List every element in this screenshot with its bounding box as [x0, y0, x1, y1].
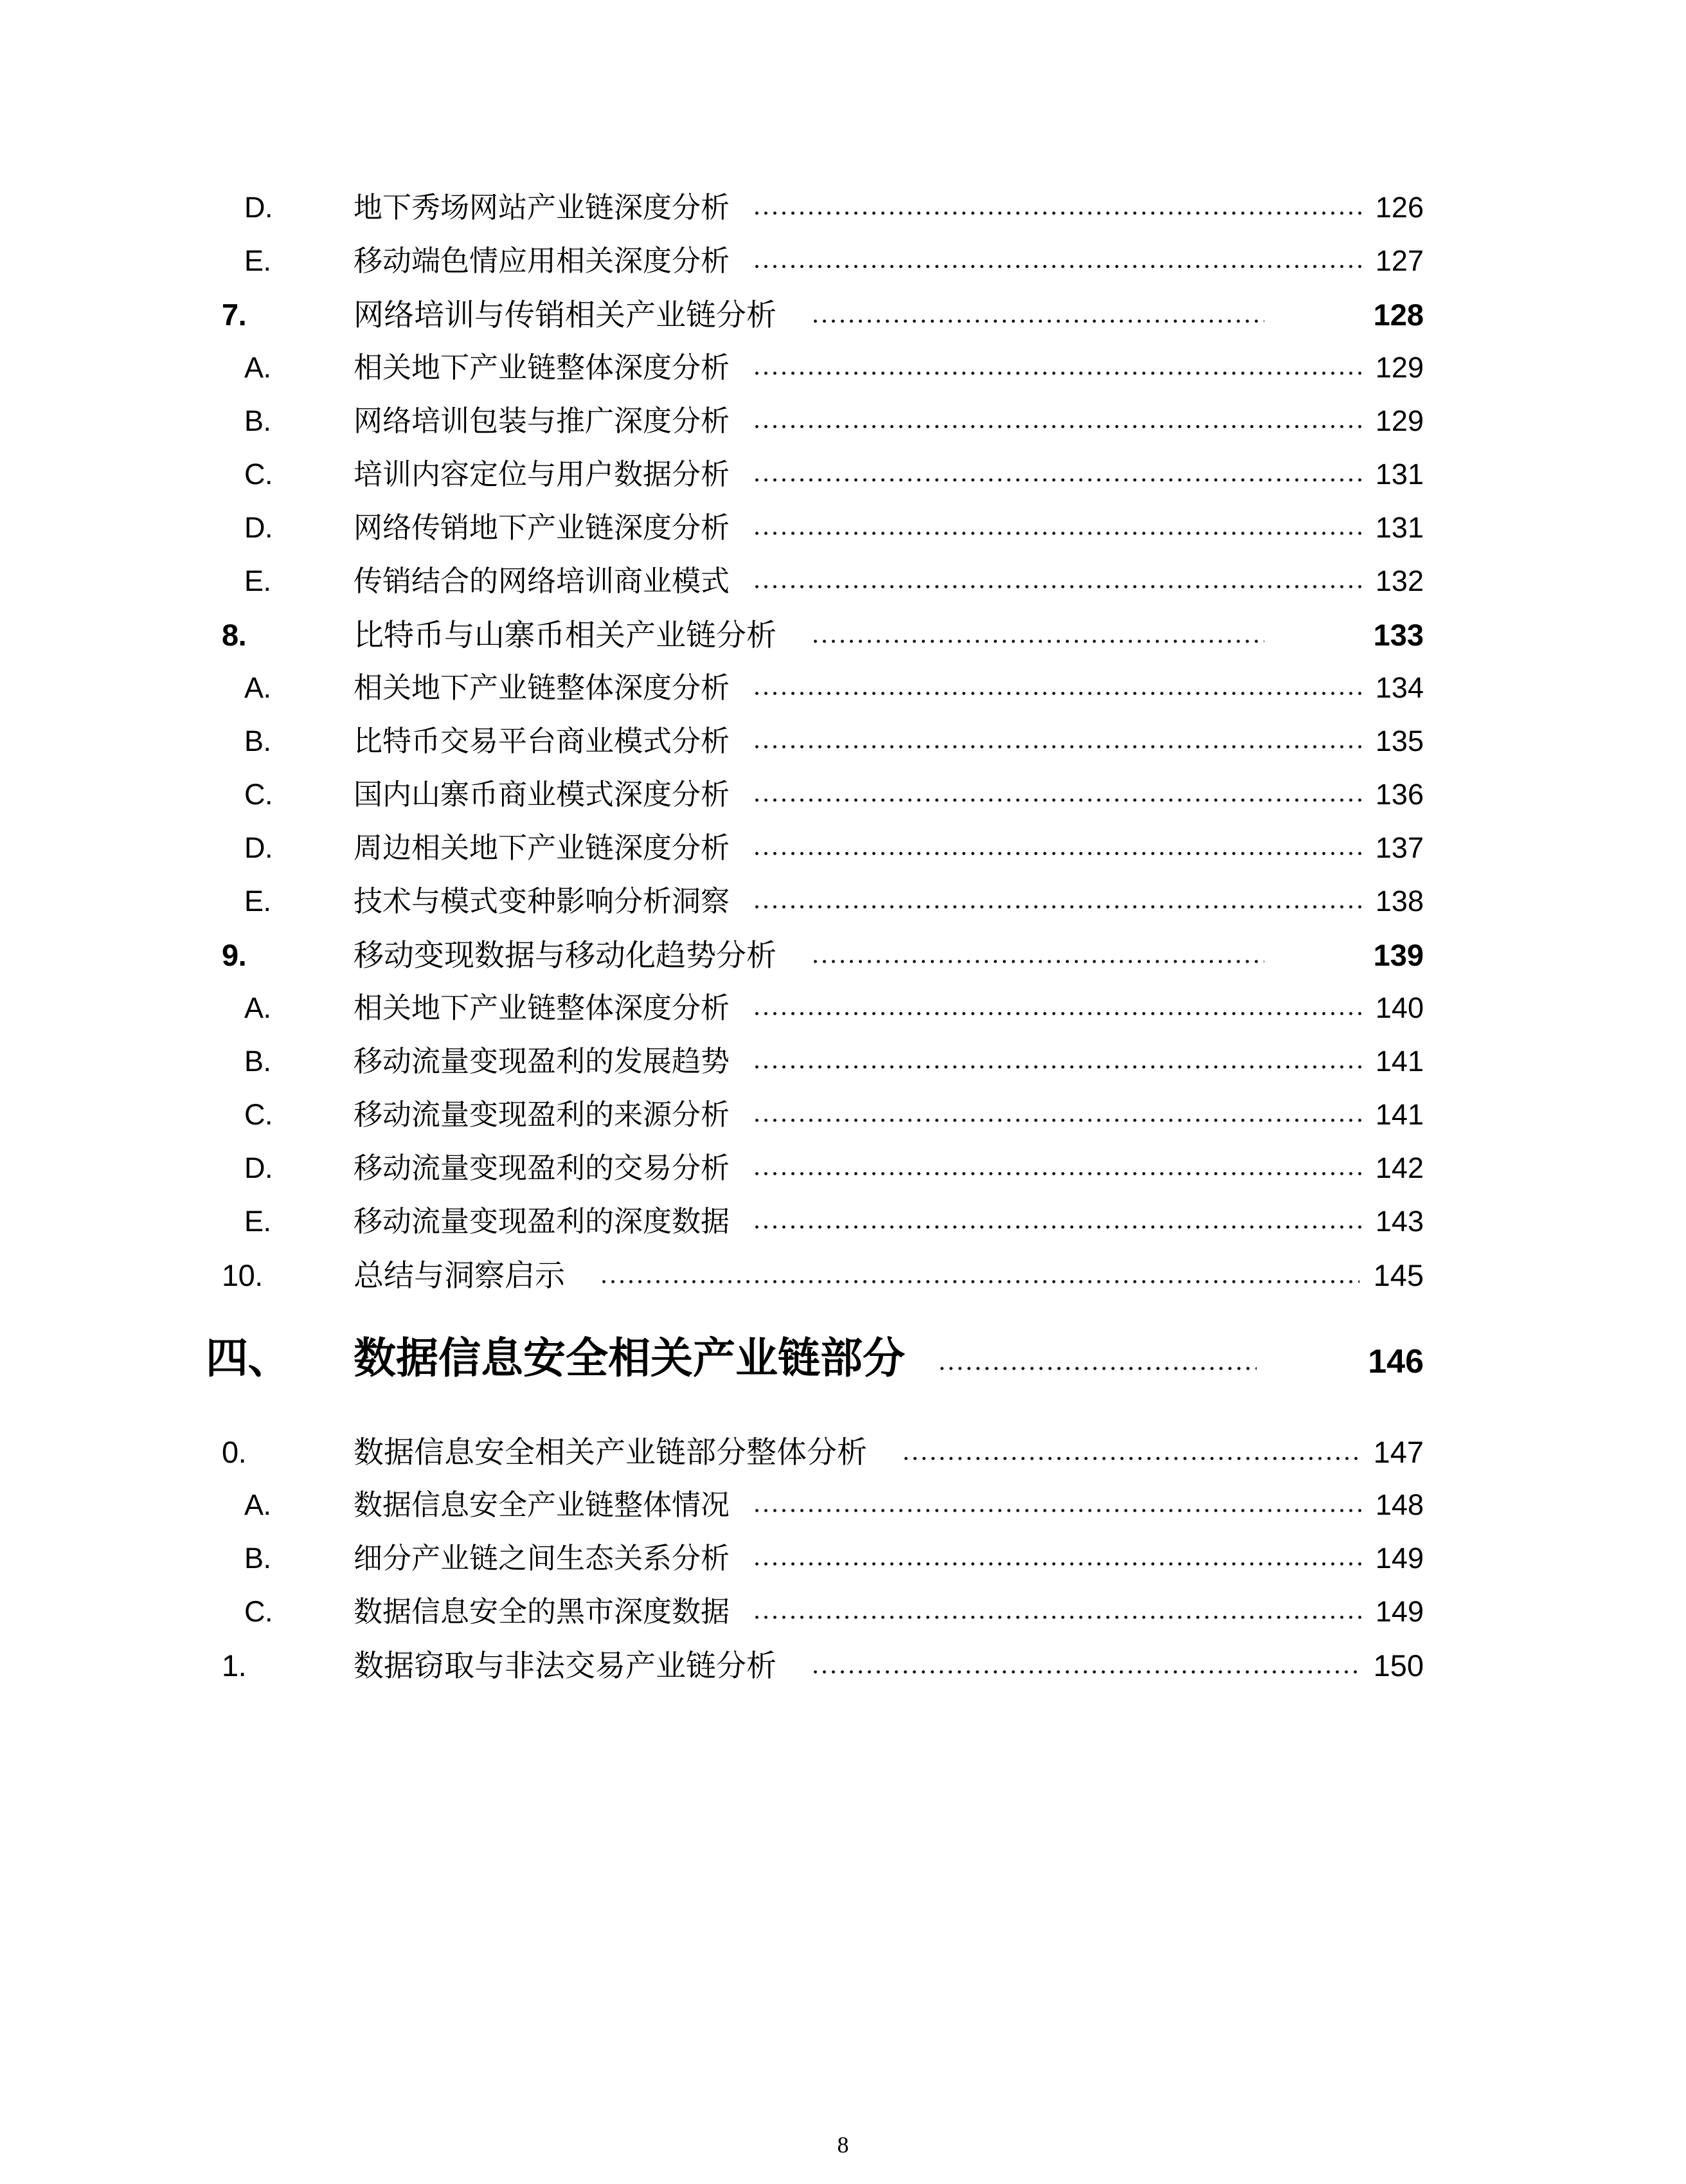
toc-entry-title: 数据信息安全产业链整体情况 — [354, 1489, 730, 1521]
toc-dot-leader — [755, 207, 1362, 217]
toc-dot-leader — [755, 741, 1362, 751]
toc-entry-title: 比特币交易平台商业模式分析 — [354, 725, 730, 757]
toc-entry-page-number: 129 — [1375, 404, 1424, 437]
toc-entry-title: 国内山寨币商业模式深度分析 — [354, 779, 730, 811]
toc-entry-page-number: 132 — [1375, 564, 1424, 597]
toc-entry[interactable] — [0, 406, 1686, 460]
toc-entry-title: 网络传销地下产业链深度分析 — [354, 512, 730, 544]
table-of-contents — [0, 193, 1686, 1704]
toc-entry-page-number: 136 — [1375, 778, 1424, 811]
toc-dot-leader — [814, 1666, 1359, 1676]
toc-entry-marker: E. — [244, 564, 271, 597]
toc-entry-title: 技术与模式变种影响分析洞察 — [354, 885, 730, 917]
toc-entry-marker: 四、 — [206, 1335, 290, 1382]
toc-entry-page-number: 150 — [1373, 1648, 1424, 1683]
toc-dot-leader — [755, 1007, 1362, 1018]
toc-entry-page-number: 131 — [1375, 511, 1424, 544]
toc-dot-leader — [755, 1558, 1362, 1568]
toc-entry[interactable] — [0, 1260, 1686, 1313]
toc-entry-marker: A. — [244, 351, 271, 384]
toc-entry-page-number: 140 — [1375, 991, 1424, 1024]
toc-entry-page-number: 127 — [1375, 244, 1424, 277]
toc-entry[interactable] — [0, 566, 1686, 620]
toc-entry-page-number: 139 — [1373, 938, 1424, 972]
toc-entry-title: 细分产业链之间生态关系分析 — [354, 1542, 730, 1575]
toc-entry-page-number: 134 — [1375, 671, 1424, 704]
toc-entry-marker: D. — [244, 191, 273, 224]
toc-entry[interactable] — [0, 300, 1686, 353]
toc-entry[interactable] — [0, 1597, 1686, 1650]
toc-entry-title: 培训内容定位与用户数据分析 — [354, 458, 730, 491]
toc-entry-page-number: 149 — [1375, 1595, 1424, 1628]
toc-entry[interactable] — [0, 193, 1686, 246]
toc-entry[interactable] — [0, 1207, 1686, 1260]
toc-dot-leader — [755, 1168, 1362, 1178]
toc-entry-title: 地下秀场网站产业链深度分析 — [354, 192, 730, 224]
toc-entry-title: 移动流量变现盈利的来源分析 — [354, 1099, 730, 1131]
toc-entry-marker: A. — [244, 671, 271, 704]
toc-entry-title: 数据信息安全的黑市深度数据 — [354, 1596, 730, 1628]
toc-entry-title: 相关地下产业链整体深度分析 — [354, 352, 730, 384]
toc-entry[interactable] — [0, 513, 1686, 566]
toc-entry-page-number: 129 — [1375, 351, 1424, 384]
toc-entry-page-number: 128 — [1373, 298, 1424, 332]
toc-entry[interactable] — [0, 673, 1686, 726]
toc-entry-title: 传销结合的网络培训商业模式 — [354, 565, 730, 597]
toc-dot-leader — [755, 527, 1362, 537]
toc-entry[interactable] — [0, 887, 1686, 940]
toc-dot-leader — [755, 1221, 1362, 1231]
toc-entry-marker: B. — [244, 404, 271, 437]
toc-entry[interactable] — [0, 780, 1686, 833]
toc-dot-leader — [755, 474, 1362, 484]
toc-dot-leader — [755, 581, 1362, 591]
toc-entry-marker: E. — [244, 1205, 271, 1238]
toc-dot-leader — [814, 315, 1264, 325]
toc-entry-title: 移动变现数据与移动化趋势分析 — [354, 939, 776, 973]
toc-dot-leader — [755, 367, 1362, 377]
toc-entry-page-number: 126 — [1375, 191, 1424, 224]
toc-entry-marker: C. — [244, 778, 273, 811]
toc-dot-leader — [755, 1114, 1362, 1124]
toc-entry-title: 数据信息安全相关产业链部分整体分析 — [354, 1436, 867, 1470]
toc-dot-leader — [755, 1611, 1362, 1621]
toc-entry[interactable] — [0, 833, 1686, 887]
toc-entry-title: 相关地下产业链整体深度分析 — [354, 992, 730, 1024]
toc-dot-leader — [755, 794, 1362, 804]
toc-entry[interactable] — [0, 246, 1686, 300]
toc-entry-marker: C. — [244, 458, 273, 491]
toc-entry-marker: 8. — [222, 618, 247, 652]
toc-dot-leader — [814, 635, 1264, 645]
toc-entry-marker: B. — [244, 1045, 271, 1078]
toc-entry-page-number: 146 — [1368, 1343, 1424, 1380]
toc-entry[interactable] — [0, 1437, 1686, 1490]
toc-entry-marker: 1. — [222, 1648, 247, 1683]
toc-entry-marker: E. — [244, 885, 271, 917]
toc-dot-leader — [755, 1504, 1362, 1515]
toc-entry-marker: C. — [244, 1098, 273, 1131]
toc-dot-leader — [755, 687, 1362, 698]
toc-entry-marker: E. — [244, 244, 271, 277]
toc-entry-marker: 0. — [222, 1435, 247, 1469]
toc-entry[interactable] — [0, 726, 1686, 780]
toc-entry-title: 移动端色情应用相关深度分析 — [354, 245, 730, 277]
toc-dot-leader — [602, 1276, 1359, 1286]
toc-entry-title: 网络培训与传销相关产业链分析 — [354, 299, 776, 332]
toc-entry-marker: C. — [244, 1595, 273, 1628]
toc-entry-title: 网络培训包装与推广深度分析 — [354, 405, 730, 437]
toc-dot-leader — [755, 847, 1362, 858]
toc-entry[interactable] — [0, 460, 1686, 513]
toc-entry[interactable] — [0, 1335, 1686, 1415]
toc-entry-marker: 7. — [222, 298, 247, 332]
toc-dot-leader — [755, 1061, 1362, 1071]
toc-entry-page-number: 141 — [1375, 1045, 1424, 1078]
toc-entry-title: 周边相关地下产业链深度分析 — [354, 832, 730, 864]
toc-entry-title: 比特币与山寨币相关产业链分析 — [354, 619, 776, 653]
toc-entry-title: 移动流量变现盈利的深度数据 — [354, 1205, 730, 1238]
toc-entry-marker: A. — [244, 991, 271, 1024]
toc-entry-page-number: 145 — [1373, 1258, 1424, 1292]
toc-entry-title: 相关地下产业链整体深度分析 — [354, 672, 730, 704]
toc-entry-page-number: 148 — [1375, 1488, 1424, 1521]
toc-entry[interactable] — [0, 1047, 1686, 1100]
toc-entry-title: 移动流量变现盈利的交易分析 — [354, 1152, 730, 1184]
toc-entry-page-number: 138 — [1375, 885, 1424, 917]
toc-entry[interactable] — [0, 1490, 1686, 1544]
page-number-footer: 8 — [837, 2132, 849, 2158]
toc-entry-page-number: 149 — [1375, 1542, 1424, 1575]
toc-dot-leader — [755, 901, 1362, 911]
toc-entry-page-number: 137 — [1375, 831, 1424, 864]
toc-entry-marker: A. — [244, 1488, 271, 1521]
toc-entry[interactable] — [0, 620, 1686, 673]
toc-entry[interactable] — [0, 1650, 1686, 1704]
toc-entry-title: 数据窃取与非法交易产业链分析 — [354, 1650, 776, 1683]
toc-entry-title: 数据信息安全相关产业链部分 — [354, 1335, 905, 1382]
toc-entry-page-number: 141 — [1375, 1098, 1424, 1131]
toc-entry-page-number: 133 — [1373, 618, 1424, 652]
toc-entry[interactable] — [0, 1100, 1686, 1153]
toc-entry-marker: B. — [244, 725, 271, 757]
toc-entry-marker: 9. — [222, 938, 247, 972]
toc-dot-leader — [814, 955, 1264, 966]
toc-entry[interactable] — [0, 1153, 1686, 1207]
toc-entry[interactable] — [0, 993, 1686, 1047]
toc-dot-leader — [755, 420, 1362, 431]
toc-entry-page-number: 142 — [1375, 1151, 1424, 1184]
toc-entry[interactable] — [0, 1544, 1686, 1597]
toc-entry-page-number: 135 — [1375, 725, 1424, 757]
toc-entry[interactable] — [0, 940, 1686, 993]
toc-entry-title: 总结与洞察启示 — [354, 1259, 565, 1293]
toc-dot-leader — [755, 260, 1362, 271]
toc-entry-page-number: 143 — [1375, 1205, 1424, 1238]
toc-entry-title: 移动流量变现盈利的发展趋势 — [354, 1045, 730, 1078]
toc-entry-marker: D. — [244, 511, 273, 544]
toc-entry-marker: D. — [244, 1151, 273, 1184]
toc-entry[interactable] — [0, 353, 1686, 406]
toc-entry-page-number: 131 — [1375, 458, 1424, 491]
toc-dot-leader — [940, 1362, 1257, 1373]
toc-entry-page-number: 147 — [1373, 1435, 1424, 1469]
toc-entry-marker: 10. — [222, 1258, 263, 1292]
toc-entry-marker: D. — [244, 831, 273, 864]
toc-dot-leader — [904, 1452, 1359, 1463]
toc-entry-marker: B. — [244, 1542, 271, 1575]
